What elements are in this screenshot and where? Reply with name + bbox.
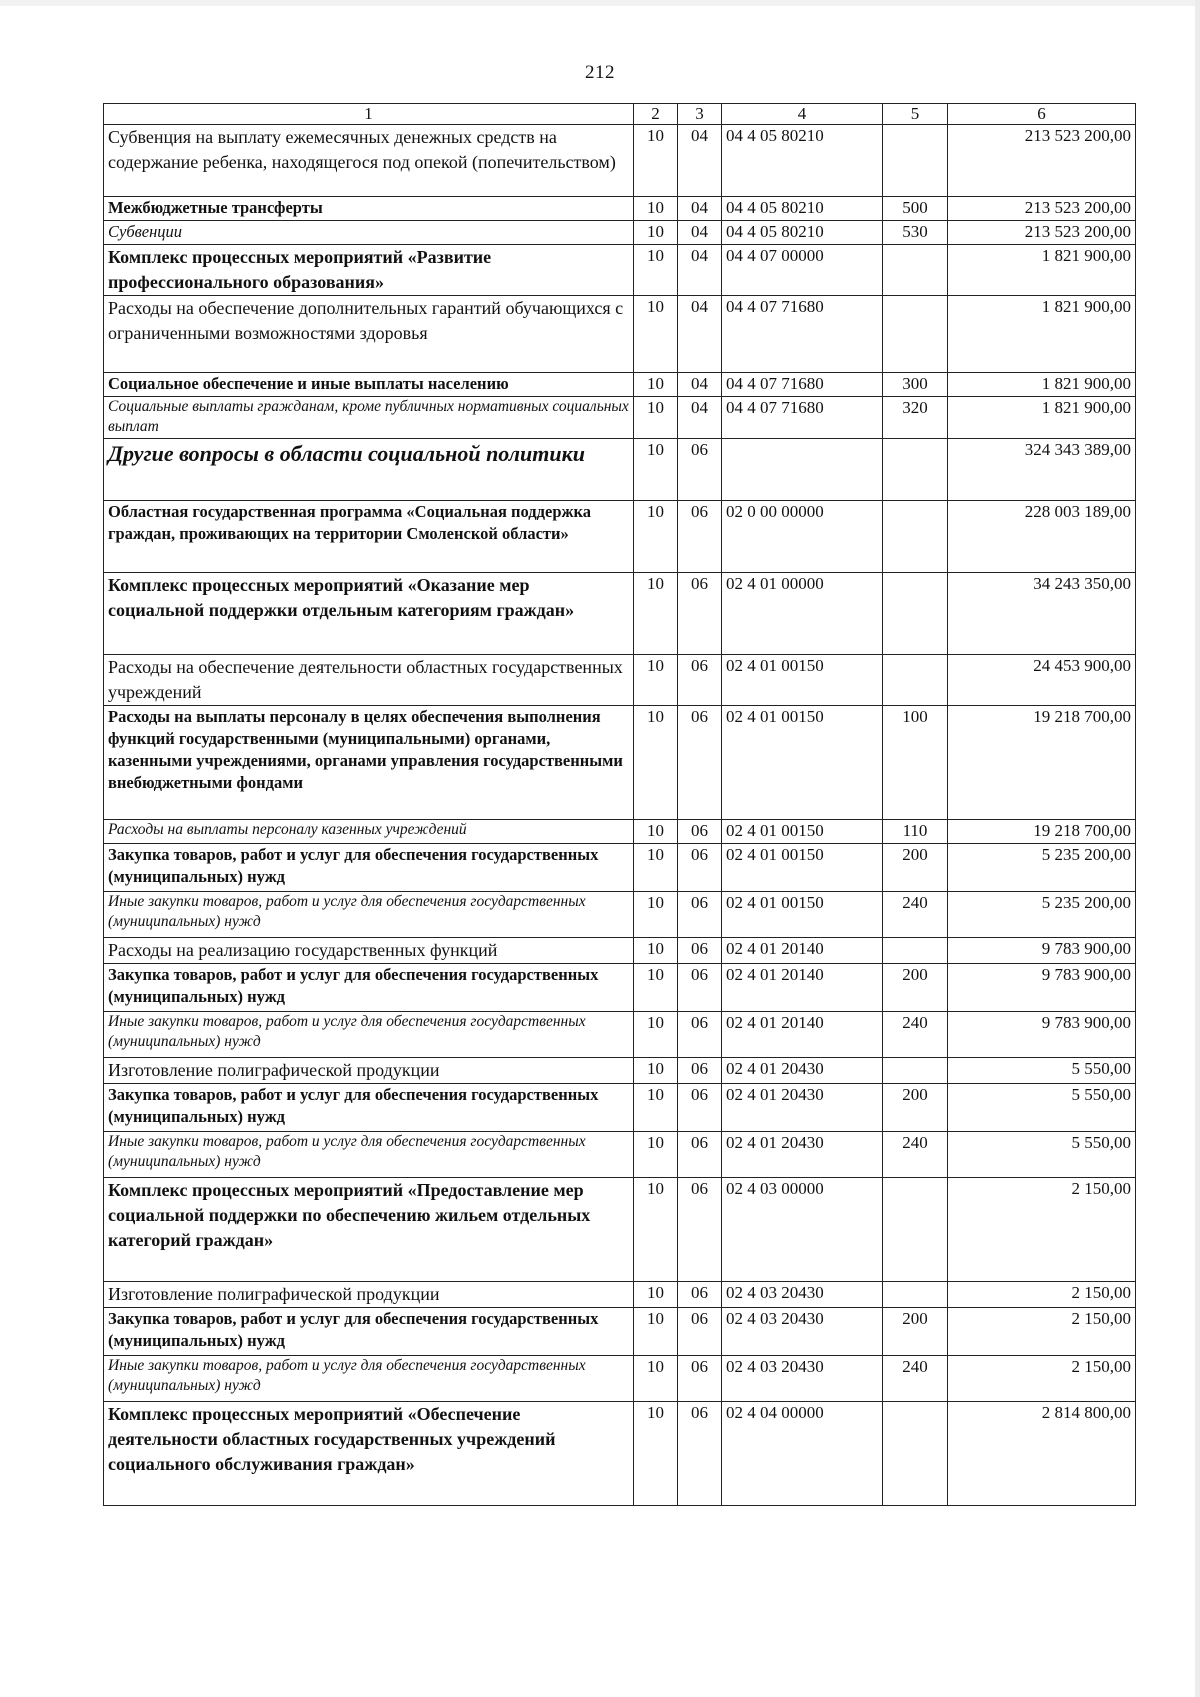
row-amount: 5 550,00 [948,1058,1136,1084]
row-description: Субвенция на выплату ежемесячных денежных средств на содержание ребенка, находящегося под опекой (попечительством) [104,125,634,197]
row-target-code: 02 4 01 20140 [722,1012,883,1058]
row-target-code: 02 4 01 00150 [722,844,883,892]
row-subsection: 06 [678,1178,722,1282]
row-amount: 9 783 900,00 [948,1012,1136,1058]
table-row [104,892,1136,938]
row-amount: 2 150,00 [948,1356,1136,1402]
row-amount: 213 523 200,00 [948,125,1136,197]
row-target-code [722,439,883,501]
row-target-code: 02 4 01 00150 [722,820,883,844]
table-row [104,221,1136,245]
table-row [104,964,1136,1012]
row-amount: 324 343 389,00 [948,439,1136,501]
table-row [104,1132,1136,1178]
row-description: Закупка товаров, работ и услуг для обеспечения государственных (муниципальных) нужд [104,1084,634,1132]
row-description: Расходы на обеспечение дополнительных гарантий обучающихся с ограниченными возможностями здоровья [104,296,634,373]
row-section: 10 [634,1178,678,1282]
row-subsection: 06 [678,439,722,501]
row-subsection: 06 [678,1058,722,1084]
row-amount: 5 550,00 [948,1084,1136,1132]
row-subsection: 06 [678,573,722,655]
row-description: Субвенции [104,221,634,245]
table-row [104,397,1136,439]
row-expense-type: 200 [883,964,948,1012]
row-expense-type: 200 [883,1084,948,1132]
row-subsection: 04 [678,397,722,439]
row-expense-type [883,296,948,373]
row-expense-type: 240 [883,1132,948,1178]
row-amount: 5 235 200,00 [948,892,1136,938]
row-expense-type [883,938,948,964]
row-section: 10 [634,373,678,397]
row-description: Комплекс процессных мероприятий «Обеспечение деятельности областных государственных учреждений социального обслуживания граждан» [104,1402,634,1506]
row-section: 10 [634,573,678,655]
row-amount: 1 821 900,00 [948,296,1136,373]
row-amount: 24 453 900,00 [948,655,1136,706]
row-target-code: 02 4 03 00000 [722,1178,883,1282]
row-section: 10 [634,655,678,706]
row-section: 10 [634,439,678,501]
page-number: 212 [585,62,615,83]
row-description: Областная государственная программа «Социальная поддержка граждан, проживающих на территории Смоленской области» [104,501,634,573]
row-amount: 1 821 900,00 [948,397,1136,439]
row-section: 10 [634,501,678,573]
row-section: 10 [634,964,678,1012]
row-amount: 213 523 200,00 [948,197,1136,221]
row-subsection: 06 [678,964,722,1012]
row-amount: 1 821 900,00 [948,245,1136,296]
row-target-code: 02 4 01 20140 [722,964,883,1012]
table-row [104,439,1136,501]
row-expense-type: 240 [883,1012,948,1058]
row-subsection: 06 [678,1132,722,1178]
row-section: 10 [634,125,678,197]
row-subsection: 06 [678,706,722,820]
row-subsection: 06 [678,844,722,892]
row-description: Расходы на обеспечение деятельности областных государственных учреждений [104,655,634,706]
row-section: 10 [634,892,678,938]
table-row [104,938,1136,964]
row-section: 10 [634,1356,678,1402]
row-target-code: 02 4 03 20430 [722,1282,883,1308]
table-row [104,1402,1136,1506]
row-section: 10 [634,1058,678,1084]
scan-edge-top [0,0,1200,6]
row-amount: 213 523 200,00 [948,221,1136,245]
row-expense-type [883,1282,948,1308]
table-row [104,820,1136,844]
row-amount: 228 003 189,00 [948,501,1136,573]
row-section: 10 [634,1012,678,1058]
row-target-code: 02 4 04 00000 [722,1402,883,1506]
row-subsection: 06 [678,1012,722,1058]
row-section: 10 [634,296,678,373]
row-description: Социальное обеспечение и иные выплаты населению [104,373,634,397]
row-description: Расходы на выплаты персоналу казенных учреждений [104,820,634,844]
table-row [104,573,1136,655]
row-section: 10 [634,197,678,221]
header-col-3: 3 [678,104,722,125]
row-section: 10 [634,938,678,964]
row-description: Закупка товаров, работ и услуг для обеспечения государственных (муниципальных) нужд [104,964,634,1012]
row-amount: 9 783 900,00 [948,938,1136,964]
row-description: Иные закупки товаров, работ и услуг для обеспечения государственных (муниципальных) нужд [104,1356,634,1402]
row-expense-type: 300 [883,373,948,397]
row-target-code: 04 4 07 71680 [722,296,883,373]
row-target-code: 04 4 07 00000 [722,245,883,296]
row-target-code: 04 4 07 71680 [722,373,883,397]
row-description: Закупка товаров, работ и услуг для обеспечения государственных (муниципальных) нужд [104,844,634,892]
row-section: 10 [634,1402,678,1506]
header-col-1: 1 [104,104,634,125]
row-description: Комплекс процессных мероприятий «Оказание мер социальной поддержки отдельным категориям граждан» [104,573,634,655]
row-description: Социальные выплаты гражданам, кроме публичных нормативных социальных выплат [104,397,634,439]
row-subsection: 04 [678,125,722,197]
table-row [104,1058,1136,1084]
header-row [104,104,1136,125]
row-target-code: 02 4 01 00150 [722,655,883,706]
row-expense-type [883,501,948,573]
row-expense-type: 500 [883,197,948,221]
row-subsection: 06 [678,938,722,964]
row-expense-type: 320 [883,397,948,439]
row-description: Другие вопросы в области социальной политики [104,439,634,501]
table-row [104,501,1136,573]
row-expense-type [883,1178,948,1282]
row-target-code: 04 4 05 80210 [722,197,883,221]
header-col-6: 6 [948,104,1136,125]
table-row [104,844,1136,892]
table-row [104,245,1136,296]
row-subsection: 06 [678,1356,722,1402]
row-target-code: 02 4 01 20430 [722,1084,883,1132]
row-target-code: 02 4 01 20140 [722,938,883,964]
row-expense-type [883,245,948,296]
row-description: Изготовление полиграфической продукции [104,1282,634,1308]
row-expense-type: 200 [883,1308,948,1356]
row-section: 10 [634,1282,678,1308]
row-amount: 34 243 350,00 [948,573,1136,655]
table-row [104,655,1136,706]
row-amount: 19 218 700,00 [948,706,1136,820]
table-row [104,296,1136,373]
row-subsection: 06 [678,1308,722,1356]
row-target-code: 02 4 03 20430 [722,1356,883,1402]
row-target-code: 04 4 05 80210 [722,221,883,245]
row-expense-type [883,125,948,197]
row-description: Иные закупки товаров, работ и услуг для обеспечения государственных (муниципальных) нужд [104,1132,634,1178]
row-section: 10 [634,1308,678,1356]
row-amount: 5 235 200,00 [948,844,1136,892]
row-amount: 19 218 700,00 [948,820,1136,844]
row-section: 10 [634,221,678,245]
row-expense-type [883,439,948,501]
row-section: 10 [634,706,678,820]
row-description: Комплекс процессных мероприятий «Развитие профессионального образования» [104,245,634,296]
row-subsection: 04 [678,197,722,221]
table-row [104,1356,1136,1402]
table-row [104,125,1136,197]
row-description: Закупка товаров, работ и услуг для обеспечения государственных (муниципальных) нужд [104,1308,634,1356]
table-row [104,706,1136,820]
row-subsection: 04 [678,373,722,397]
row-target-code: 02 4 03 20430 [722,1308,883,1356]
row-expense-type: 240 [883,892,948,938]
table-row [104,1084,1136,1132]
row-amount: 2 150,00 [948,1308,1136,1356]
row-subsection: 06 [678,1084,722,1132]
row-subsection: 06 [678,820,722,844]
row-description: Расходы на выплаты персоналу в целях обеспечения выполнения функций государственными (муниципальными) органами, казенными учреждениями, органами управления государственными внебюджетными фондами [104,706,634,820]
table-row [104,1012,1136,1058]
row-expense-type: 100 [883,706,948,820]
row-subsection: 04 [678,245,722,296]
row-expense-type: 240 [883,1356,948,1402]
row-expense-type: 200 [883,844,948,892]
row-description: Изготовление полиграфической продукции [104,1058,634,1084]
row-expense-type [883,573,948,655]
row-section: 10 [634,1132,678,1178]
row-amount: 9 783 900,00 [948,964,1136,1012]
header-col-5: 5 [883,104,948,125]
row-subsection: 04 [678,221,722,245]
row-description: Расходы на реализацию государственных функций [104,938,634,964]
row-section: 10 [634,245,678,296]
row-expense-type [883,1058,948,1084]
row-description: Межбюджетные трансферты [104,197,634,221]
budget-table [103,103,1136,1506]
row-target-code: 02 4 01 00150 [722,706,883,820]
row-description: Комплекс процессных мероприятий «Предоставление мер социальной поддержки по обеспечению жильем отдельных категорий граждан» [104,1178,634,1282]
table-row [104,197,1136,221]
row-expense-type: 530 [883,221,948,245]
row-subsection: 06 [678,501,722,573]
header-col-4: 4 [722,104,883,125]
row-amount: 2 150,00 [948,1282,1136,1308]
row-subsection: 06 [678,1282,722,1308]
row-section: 10 [634,844,678,892]
table-row [104,373,1136,397]
row-subsection: 06 [678,655,722,706]
row-subsection: 04 [678,296,722,373]
row-subsection: 06 [678,892,722,938]
row-section: 10 [634,397,678,439]
row-amount: 2 814 800,00 [948,1402,1136,1506]
row-expense-type [883,655,948,706]
row-subsection: 06 [678,1402,722,1506]
budget-table-body [104,104,1136,1506]
row-section: 10 [634,820,678,844]
row-expense-type: 110 [883,820,948,844]
row-section: 10 [634,1084,678,1132]
row-target-code: 02 4 01 20430 [722,1132,883,1178]
row-target-code: 04 4 05 80210 [722,125,883,197]
row-amount: 1 821 900,00 [948,373,1136,397]
row-target-code: 04 4 07 71680 [722,397,883,439]
row-expense-type [883,1402,948,1506]
row-amount: 2 150,00 [948,1178,1136,1282]
row-target-code: 02 4 01 20430 [722,1058,883,1084]
row-amount: 5 550,00 [948,1132,1136,1178]
row-target-code: 02 4 01 00150 [722,892,883,938]
row-description: Иные закупки товаров, работ и услуг для обеспечения государственных (муниципальных) нужд [104,892,634,938]
row-description: Иные закупки товаров, работ и услуг для обеспечения государственных (муниципальных) нужд [104,1012,634,1058]
row-target-code: 02 0 00 00000 [722,501,883,573]
header-col-2: 2 [634,104,678,125]
table-row [104,1178,1136,1282]
scan-edge-right [1195,0,1200,1697]
table-row [104,1282,1136,1308]
table-row [104,1308,1136,1356]
row-target-code: 02 4 01 00000 [722,573,883,655]
